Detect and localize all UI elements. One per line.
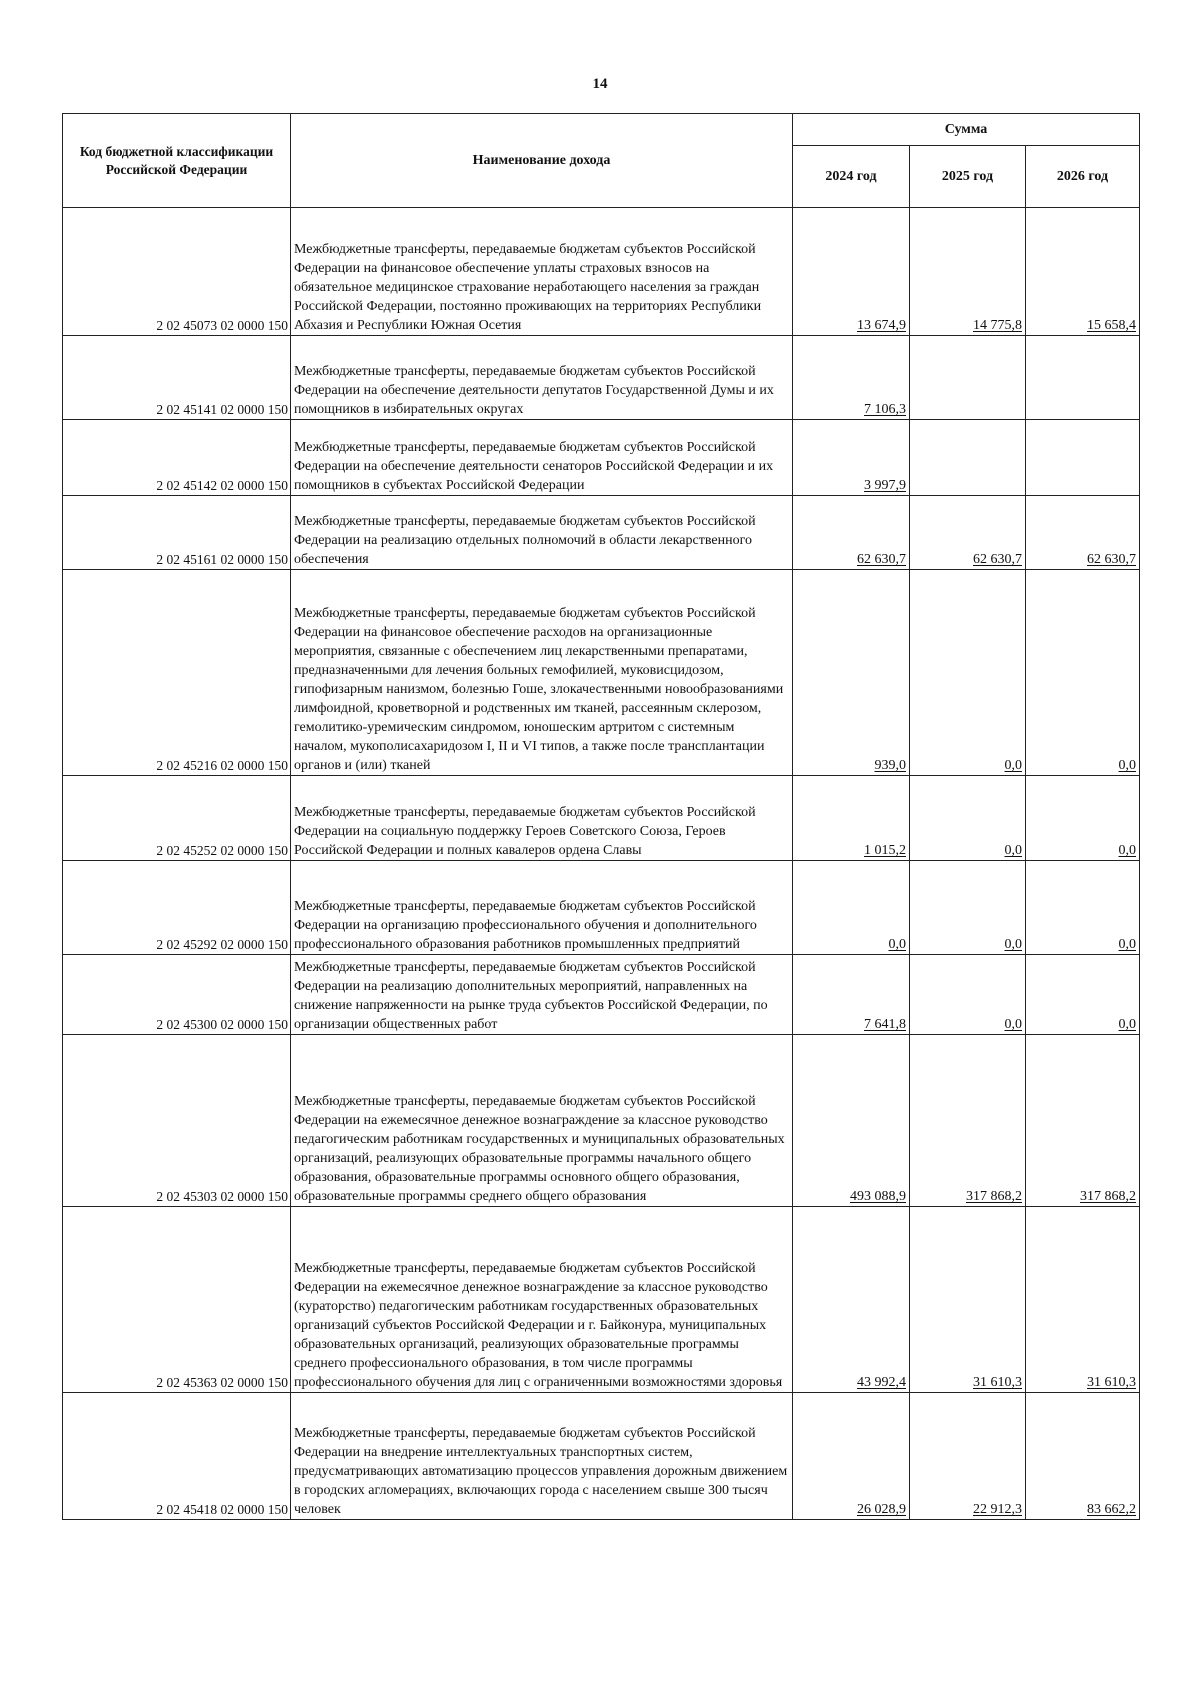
amount-2025 xyxy=(910,420,1026,496)
income-name: Межбюджетные трансферты, передаваемые бюджетам субъектов Российской Федерации на реализацию дополнительных мероприятий, направленных на снижение напряженности на рынке труда субъектов Российской Федерации, по организации общественных работ xyxy=(291,955,793,1035)
amount-2026 xyxy=(1026,336,1140,420)
page-number: 14 xyxy=(592,76,608,92)
table-row xyxy=(63,336,1140,420)
table-row xyxy=(63,955,1140,1035)
income-name: Межбюджетные трансферты, передаваемые бюджетам субъектов Российской Федерации на организацию профессионального обучения и дополнительного профессионального образования работников промышленных предприятий xyxy=(291,861,793,955)
budget-code: 2 02 45252 02 0000 150 xyxy=(63,776,291,861)
amount-2024: 26 028,9 xyxy=(793,1393,910,1520)
income-name: Межбюджетные трансферты, передаваемые бюджетам субъектов Российской Федерации на социальную поддержку Героев Советского Союза, Героев Российской Федерации и полных кавалеров ордена Славы xyxy=(291,776,793,861)
amount-2025: 317 868,2 xyxy=(910,1035,1026,1207)
budget-code: 2 02 45363 02 0000 150 xyxy=(63,1207,291,1393)
table-row xyxy=(63,496,1140,570)
amount-2024: 43 992,4 xyxy=(793,1207,910,1393)
amount-2025: 0,0 xyxy=(910,570,1026,776)
budget-code: 2 02 45073 02 0000 150 xyxy=(63,208,291,336)
table-row xyxy=(63,1207,1140,1393)
table-row xyxy=(63,420,1140,496)
table-row xyxy=(63,1035,1140,1207)
budget-code: 2 02 45142 02 0000 150 xyxy=(63,420,291,496)
income-name: Межбюджетные трансферты, передаваемые бюджетам субъектов Российской Федерации на реализацию отдельных полномочий в области лекарственного обеспечения xyxy=(291,496,793,570)
income-name: Межбюджетные трансферты, передаваемые бюджетам субъектов Российской Федерации на обеспечение деятельности сенаторов Российской Федерации и их помощников в субъектах Российской Федерации xyxy=(291,420,793,496)
amount-2025: 62 630,7 xyxy=(910,496,1026,570)
table-row xyxy=(63,1393,1140,1520)
amount-2026: 15 658,4 xyxy=(1026,208,1140,336)
budget-code: 2 02 45216 02 0000 150 xyxy=(63,570,291,776)
income-name: Межбюджетные трансферты, передаваемые бюджетам субъектов Российской Федерации на ежемесячное денежное вознаграждение за классное руководство (кураторство) педагогическим работникам государственных образовательных организаций субъектов Российской Федерации и г. Байконура, муниципальных образовательных организаций, реализующих образовательные программы среднего профессионального образования, в том числе программы профессионального обучения для лиц с ограниченными возможностями здоровья xyxy=(291,1207,793,1393)
amount-2024: 493 088,9 xyxy=(793,1035,910,1207)
table-row xyxy=(63,861,1140,955)
amount-2026 xyxy=(1026,420,1140,496)
income-name: Межбюджетные трансферты, передаваемые бюджетам субъектов Российской Федерации на финансовое обеспечение уплаты страховых взносов на обязательное медицинское страхование неработающего населения за граждан Российской Федерации, постоянно проживающих на территориях Республики Абхазия и Республики Южная Осетия xyxy=(291,208,793,336)
amount-2024: 1 015,2 xyxy=(793,776,910,861)
amount-2026: 317 868,2 xyxy=(1026,1035,1140,1207)
income-name: Межбюджетные трансферты, передаваемые бюджетам субъектов Российской Федерации на ежемесячное денежное вознаграждение за классное руководство педагогическим работникам государственных и муниципальных образовательных организаций, реализующих образовательные программы начального общего образования, образовательные программы основного общего образования, образовательные программы среднего общего образования xyxy=(291,1035,793,1207)
amount-2024: 7 641,8 xyxy=(793,955,910,1035)
amount-2026: 0,0 xyxy=(1026,861,1140,955)
amount-2025: 0,0 xyxy=(910,861,1026,955)
amount-2024: 939,0 xyxy=(793,570,910,776)
budget-code: 2 02 45292 02 0000 150 xyxy=(63,861,291,955)
amount-2026: 0,0 xyxy=(1026,776,1140,861)
amount-2026: 62 630,7 xyxy=(1026,496,1140,570)
budget-code: 2 02 45418 02 0000 150 xyxy=(63,1393,291,1520)
header-code: Код бюджетной классификации Российской Федерации xyxy=(63,114,291,208)
amount-2025: 14 775,8 xyxy=(910,208,1026,336)
amount-2024: 13 674,9 xyxy=(793,208,910,336)
amount-2026: 0,0 xyxy=(1026,955,1140,1035)
amount-2026: 0,0 xyxy=(1026,570,1140,776)
table-body xyxy=(63,208,1140,1520)
header-2024: 2024 год xyxy=(793,146,910,208)
amount-2026: 83 662,2 xyxy=(1026,1393,1140,1520)
table-row xyxy=(63,776,1140,861)
header-2026: 2026 год xyxy=(1026,146,1140,208)
income-name: Межбюджетные трансферты, передаваемые бюджетам субъектов Российской Федерации на обеспечение деятельности депутатов Государственной Думы и их помощников в избирательных округах xyxy=(291,336,793,420)
amount-2025: 31 610,3 xyxy=(910,1207,1026,1393)
amount-2024: 0,0 xyxy=(793,861,910,955)
income-name: Межбюджетные трансферты, передаваемые бюджетам субъектов Российской Федерации на финансовое обеспечение расходов на организационные мероприятия, связанные с обеспечением лиц лекарственными препаратами, предназначенными для лечения больных гемофилией, муковисцидозом, гипофизарным нанизмом, болезнью Гоше, злокачественными новообразованиями лимфоидной, кроветворной и родственных им тканей, рассеянным склерозом, гемолитико-уремическим синдромом, юношеским артритом с системным началом, мукополисахаридозом I, II и VI типов, а также после трансплантации органов и (или) тканей xyxy=(291,570,793,776)
budget-table xyxy=(62,113,1140,1520)
amount-2024: 3 997,9 xyxy=(793,420,910,496)
budget-code: 2 02 45161 02 0000 150 xyxy=(63,496,291,570)
amount-2025: 0,0 xyxy=(910,776,1026,861)
amount-2026: 31 610,3 xyxy=(1026,1207,1140,1393)
header-name: Наименование дохода xyxy=(291,114,793,208)
budget-code: 2 02 45303 02 0000 150 xyxy=(63,1035,291,1207)
amount-2025: 22 912,3 xyxy=(910,1393,1026,1520)
budget-code: 2 02 45141 02 0000 150 xyxy=(63,336,291,420)
amount-2025 xyxy=(910,336,1026,420)
income-name: Межбюджетные трансферты, передаваемые бюджетам субъектов Российской Федерации на внедрение интеллектуальных транспортных систем, предусматривающих автоматизацию процессов управления дорожным движением в городских агломерациях, включающих города с населением свыше 300 тысяч человек xyxy=(291,1393,793,1520)
amount-2024: 62 630,7 xyxy=(793,496,910,570)
header-2025: 2025 год xyxy=(910,146,1026,208)
table-row xyxy=(63,208,1140,336)
amount-2024: 7 106,3 xyxy=(793,336,910,420)
amount-2025: 0,0 xyxy=(910,955,1026,1035)
budget-code: 2 02 45300 02 0000 150 xyxy=(63,955,291,1035)
table-row xyxy=(63,570,1140,776)
header-sum: Сумма xyxy=(793,114,1140,146)
